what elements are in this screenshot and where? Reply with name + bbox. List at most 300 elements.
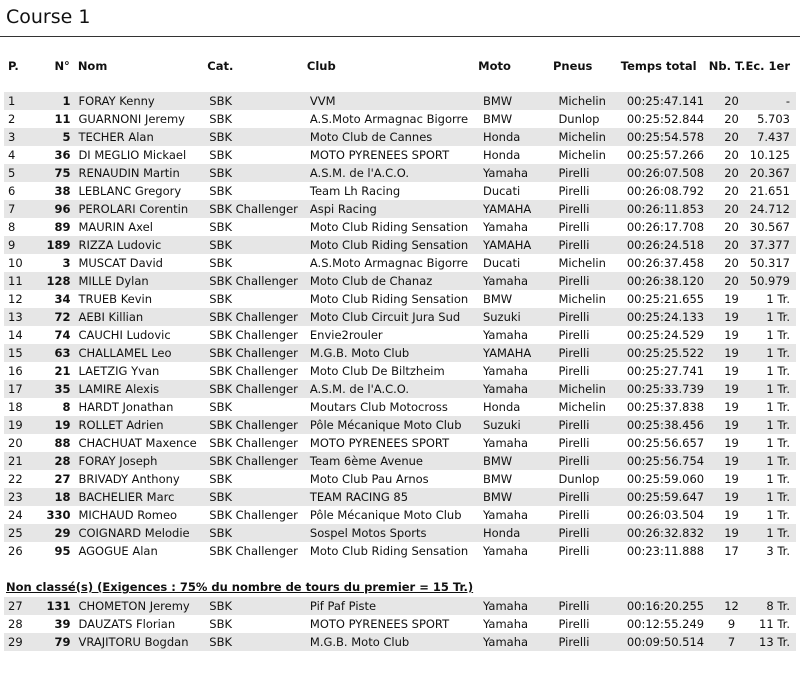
cell-number: 39 [54, 617, 71, 631]
cell-number: 5 [40, 128, 78, 146]
cell-gap: 11 Tr. [759, 617, 790, 631]
cell-club: M.G.B. Moto Club [310, 344, 483, 362]
cell-number: 36 [54, 148, 71, 162]
table-row [4, 236, 796, 254]
cell-number: 74 [54, 328, 71, 342]
cell-total-time: 00:26:32.832 [627, 524, 716, 542]
cell-position: 20 [8, 436, 23, 450]
table-row [4, 633, 796, 651]
cell-position: 18 [8, 400, 23, 414]
cell-position: 11 [4, 272, 40, 290]
cell-position: 9 [4, 236, 40, 254]
cell-number: 8 [62, 400, 71, 414]
cell-total-time: 00:25:52.844 [626, 112, 705, 126]
cell-category: SBK Challenger [209, 452, 310, 470]
cell-bike: Yamaha [482, 617, 529, 631]
table-row [4, 434, 796, 452]
cell-total-time: 00:09:50.514 [627, 633, 716, 651]
cell-name: RIZZA Ludovic [78, 236, 209, 254]
cell-laps: 19 [724, 472, 739, 486]
cell-bike: YAMAHA [483, 236, 558, 254]
cell-laps: 20 [724, 148, 739, 162]
cell-name: MUSCAT David [78, 256, 163, 270]
cell-bike: Yamaha [482, 220, 529, 234]
cell-laps: 19 [715, 344, 747, 362]
cell-total-time: 00:25:27.741 [626, 364, 705, 378]
col-header-gap: Ec. 1er [745, 59, 790, 73]
cell-name: VRAJITORU Bogdan [78, 633, 209, 651]
cell-total-time: 00:25:56.754 [627, 452, 716, 470]
cell-tyres: Michelin [558, 92, 626, 110]
cell-position: 6 [8, 184, 16, 198]
non-classified-table [4, 597, 796, 651]
cell-name: ROLLET Adrien [78, 416, 209, 434]
cell-name: MICHAUD Romeo [78, 508, 178, 522]
table-row [4, 272, 796, 290]
cell-category: SBK [209, 617, 232, 631]
table-row [4, 92, 796, 110]
cell-gap: 20.367 [748, 164, 796, 182]
cell-number: 28 [40, 452, 78, 470]
cell-bike: BMW [482, 292, 513, 306]
cell-number: 1 [40, 92, 78, 110]
cell-laps: 20 [715, 92, 747, 110]
cell-position: 12 [8, 292, 23, 306]
table-row [4, 470, 796, 488]
cell-number: 11 [54, 112, 71, 126]
cell-tyres: Michelin [558, 380, 626, 398]
cell-category: SBK Challenger [209, 328, 298, 342]
cell-club: A.S.M. de l'A.C.O. [310, 164, 483, 182]
col-header-laps: Nb. T. [708, 59, 746, 73]
cell-name: MAURIN Axel [78, 220, 153, 234]
col-header-total-time: Temps total [620, 59, 697, 73]
cell-laps: 20 [724, 256, 739, 270]
cell-name: TECHER Alan [78, 128, 209, 146]
table-row [4, 326, 796, 344]
cell-laps: 9 [727, 617, 736, 631]
cell-number: 29 [40, 524, 78, 542]
table-row [4, 290, 796, 308]
cell-tyres: Pirelli [558, 328, 590, 342]
cell-laps: 20 [715, 200, 747, 218]
cell-gap: 3 Tr. [766, 544, 790, 558]
results-header [4, 57, 796, 75]
cell-category: SBK [209, 128, 310, 146]
cell-club: Team 6ème Avenue [310, 452, 483, 470]
cell-name: DAUZATS Florian [78, 617, 176, 631]
cell-gap: - [748, 92, 796, 110]
cell-total-time: 00:25:38.456 [627, 416, 716, 434]
cell-name: LAETZIG Yvan [78, 364, 160, 378]
cell-laps: 19 [724, 292, 739, 306]
cell-gap: 1 Tr. [748, 452, 796, 470]
cell-bike: Yamaha [483, 164, 558, 182]
cell-club: Moto Club de Cannes [310, 128, 483, 146]
cell-position: 27 [4, 597, 40, 615]
cell-total-time: 00:26:38.120 [627, 272, 716, 290]
cell-bike: BMW [483, 488, 558, 506]
cell-category: SBK Challenger [209, 344, 310, 362]
cell-club: Sospel Motos Sports [310, 524, 483, 542]
table-row [4, 488, 796, 506]
cell-position: 23 [4, 488, 40, 506]
cell-gap: 24.712 [748, 200, 796, 218]
cell-gap: 10.125 [749, 148, 790, 162]
non-classified-heading: Non classé(s) (Exigences : 75% du nombre de tours du premier = 15 Tr.) [6, 580, 474, 594]
cell-club: A.S.Moto Armagnac Bigorre [309, 256, 469, 270]
cell-gap: 1 Tr. [748, 488, 796, 506]
cell-laps: 20 [724, 220, 739, 234]
cell-bike: Honda [482, 148, 521, 162]
cell-total-time: 00:25:59.647 [627, 488, 716, 506]
cell-position: 21 [4, 452, 40, 470]
cell-bike: Yamaha [482, 328, 529, 342]
cell-laps: 19 [724, 436, 739, 450]
results-table [4, 92, 796, 560]
cell-number: 3 [62, 256, 71, 270]
cell-name: TRUEB Kevin [78, 292, 153, 306]
cell-bike: BMW [483, 92, 558, 110]
cell-total-time: 00:26:08.792 [626, 184, 705, 198]
cell-bike: Ducati [482, 184, 521, 198]
cell-category: SBK [209, 184, 232, 198]
table-row [4, 182, 796, 200]
cell-tyres: Pirelli [558, 344, 626, 362]
cell-category: SBK Challenger [209, 544, 298, 558]
cell-gap: 21.651 [749, 184, 790, 198]
cell-bike: Yamaha [483, 272, 558, 290]
cell-position: 10 [8, 256, 23, 270]
cell-tyres: Pirelli [558, 488, 626, 506]
col-header-club: Club [306, 59, 336, 73]
cell-position: 28 [8, 617, 23, 631]
cell-total-time: 00:26:24.518 [627, 236, 716, 254]
cell-name: CAUCHI Ludovic [78, 328, 171, 342]
cell-laps: 20 [715, 272, 747, 290]
table-row [4, 398, 796, 416]
cell-name: PEROLARI Corentin [78, 200, 209, 218]
cell-position: 29 [4, 633, 40, 651]
cell-total-time: 00:26:17.708 [626, 220, 705, 234]
cell-laps: 20 [715, 164, 747, 182]
cell-number: 128 [40, 272, 78, 290]
table-row [4, 110, 796, 128]
table-row [4, 615, 796, 633]
cell-gap: 5.703 [757, 112, 790, 126]
cell-position: 15 [4, 344, 40, 362]
cell-bike: Yamaha [482, 364, 529, 378]
cell-total-time: 00:26:07.508 [627, 164, 716, 182]
cell-total-time: 00:26:03.504 [626, 508, 705, 522]
cell-number: 189 [40, 236, 78, 254]
cell-total-time: 00:25:33.739 [627, 380, 716, 398]
cell-bike: Yamaha [482, 544, 529, 558]
col-header-bike: Moto [478, 59, 511, 73]
cell-laps: 19 [724, 400, 739, 414]
cell-position: 8 [8, 220, 16, 234]
cell-tyres: Pirelli [558, 184, 590, 198]
cell-tyres: Michelin [558, 148, 606, 162]
cell-category: SBK [209, 148, 232, 162]
cell-position: 13 [4, 308, 40, 326]
cell-name: AEBI Killian [78, 308, 209, 326]
cell-club: Moto Club Riding Sensation [309, 220, 469, 234]
cell-category: SBK [209, 220, 232, 234]
cell-club: Aspi Racing [310, 200, 483, 218]
cell-laps: 12 [715, 597, 747, 615]
cell-tyres: Pirelli [558, 524, 626, 542]
cell-gap: 1 Tr. [748, 416, 796, 434]
cell-gap: 1 Tr. [748, 308, 796, 326]
cell-total-time: 00:25:57.266 [626, 148, 705, 162]
cell-tyres: Pirelli [558, 544, 590, 558]
table-row [4, 200, 796, 218]
cell-tyres: Pirelli [558, 508, 590, 522]
cell-gap: 37.377 [748, 236, 796, 254]
cell-club: Moto Club Pau Arnos [309, 472, 429, 486]
cell-number: 19 [40, 416, 78, 434]
cell-tyres: Pirelli [558, 364, 590, 378]
cell-laps: 20 [715, 128, 747, 146]
cell-number: 131 [40, 597, 78, 615]
cell-position: 16 [8, 364, 23, 378]
cell-gap: 50.317 [749, 256, 790, 270]
cell-bike: Yamaha [483, 633, 558, 651]
cell-position: 2 [8, 112, 16, 126]
cell-gap: 1 Tr. [766, 436, 790, 450]
cell-name: CHALLAMEL Leo [78, 344, 209, 362]
cell-tyres: Michelin [558, 128, 626, 146]
cell-position: 7 [4, 200, 40, 218]
cell-total-time: 00:25:56.657 [626, 436, 705, 450]
cell-name: COIGNARD Melodie [78, 524, 209, 542]
cell-tyres: Pirelli [558, 164, 626, 182]
table-row [4, 146, 796, 164]
cell-club: MOTO PYRENEES SPORT [309, 148, 450, 162]
cell-name: AGOGUE Alan [78, 544, 158, 558]
cell-position: 22 [8, 472, 23, 486]
table-row [4, 416, 796, 434]
cell-position: 24 [8, 508, 23, 522]
cell-tyres: Pirelli [558, 416, 626, 434]
cell-bike: BMW [482, 112, 513, 126]
cell-position: 14 [8, 328, 23, 342]
cell-total-time: 00:26:11.853 [627, 200, 716, 218]
cell-total-time: 00:26:37.458 [626, 256, 705, 270]
cell-category: SBK Challenger [209, 436, 298, 450]
cell-gap: 1 Tr. [748, 380, 796, 398]
cell-total-time: 00:25:21.655 [626, 292, 705, 306]
cell-bike: Honda [482, 400, 521, 414]
cell-tyres: Pirelli [558, 617, 590, 631]
cell-bike: YAMAHA [483, 200, 558, 218]
cell-position: 1 [4, 92, 40, 110]
cell-category: SBK Challenger [209, 200, 310, 218]
cell-tyres: Pirelli [558, 452, 626, 470]
col-header-position: P. [8, 59, 19, 73]
cell-bike: Yamaha [482, 508, 529, 522]
cell-name: HARDT Jonathan [78, 400, 174, 414]
cell-category: SBK [209, 292, 232, 306]
cell-name: LAMIRE Alexis [78, 380, 209, 398]
header-row [4, 57, 796, 75]
cell-tyres: Pirelli [558, 220, 590, 234]
cell-number: 34 [54, 292, 71, 306]
cell-club: Team Lh Racing [309, 184, 401, 198]
cell-gap: 13 Tr. [748, 633, 796, 651]
cell-position: 26 [8, 544, 23, 558]
cell-total-time: 00:25:25.522 [627, 344, 716, 362]
cell-number: 89 [54, 220, 71, 234]
cell-club: M.G.B. Moto Club [310, 633, 483, 651]
table-row [4, 524, 796, 542]
cell-gap: 1 Tr. [766, 400, 790, 414]
cell-total-time: 00:25:37.838 [626, 400, 705, 414]
cell-number: 79 [40, 633, 78, 651]
cell-club: A.S.Moto Armagnac Bigorre [309, 112, 469, 126]
cell-gap: 1 Tr. [748, 524, 796, 542]
cell-tyres: Pirelli [558, 633, 626, 651]
cell-category: SBK Challenger [209, 380, 310, 398]
cell-laps: 7 [715, 633, 747, 651]
cell-tyres: Pirelli [558, 236, 626, 254]
cell-club: VVM [310, 92, 483, 110]
cell-position: 25 [4, 524, 40, 542]
cell-bike: Honda [483, 128, 558, 146]
col-header-number: N° [54, 59, 70, 73]
cell-tyres: Pirelli [558, 272, 626, 290]
cell-number: 21 [54, 364, 71, 378]
cell-total-time: 00:25:47.141 [627, 92, 716, 110]
cell-laps: 19 [715, 380, 747, 398]
col-header-name: Nom [77, 59, 108, 73]
cell-category: SBK [209, 472, 232, 486]
cell-category: SBK [209, 400, 232, 414]
cell-club: Moto Club Riding Sensation [310, 236, 483, 254]
cell-name: LEBLANC Gregory [78, 184, 182, 198]
cell-number: 27 [54, 472, 71, 486]
cell-total-time: 00:12:55.249 [626, 617, 705, 631]
table-row [4, 597, 796, 615]
cell-total-time: 00:16:20.255 [627, 597, 716, 615]
cell-bike: BMW [482, 472, 513, 486]
cell-number: 18 [40, 488, 78, 506]
cell-bike: Suzuki [483, 416, 558, 434]
table-row [4, 452, 796, 470]
cell-club: Moto Club Riding Sensation [309, 544, 469, 558]
cell-bike: Yamaha [483, 380, 558, 398]
cell-club: Moto Club de Chanaz [310, 272, 483, 290]
cell-club: MOTO PYRENEES SPORT [309, 617, 450, 631]
cell-name: GUARNONI Jeremy [78, 112, 185, 126]
cell-club: Moto Club De Biltzheim [309, 364, 445, 378]
cell-gap: 1 Tr. [748, 344, 796, 362]
cell-tyres: Dunlop [558, 472, 600, 486]
cell-club: Pôle Mécanique Moto Club [310, 416, 483, 434]
cell-tyres: Pirelli [558, 308, 626, 326]
title-divider [0, 36, 800, 37]
cell-total-time: 00:25:24.529 [626, 328, 705, 342]
cell-category: SBK Challenger [209, 364, 298, 378]
cell-club: A.S.M. de l'A.C.O. [310, 380, 483, 398]
cell-gap: 7.437 [748, 128, 796, 146]
cell-tyres: Michelin [558, 256, 606, 270]
table-row [4, 542, 796, 560]
cell-laps: 20 [724, 184, 739, 198]
cell-laps: 19 [715, 308, 747, 326]
cell-club: Envie2rouler [309, 328, 383, 342]
cell-gap: 1 Tr. [766, 508, 790, 522]
cell-name: CHACHUAT Maxence [78, 436, 197, 450]
cell-total-time: 00:25:54.578 [627, 128, 716, 146]
cell-tyres: Pirelli [558, 436, 590, 450]
cell-total-time: 00:25:59.060 [626, 472, 705, 486]
cell-laps: 20 [724, 112, 739, 126]
cell-club: Moto Club Riding Sensation [309, 292, 469, 306]
cell-category: SBK [209, 164, 310, 182]
cell-name: FORAY Kenny [78, 92, 209, 110]
cell-number: 38 [54, 184, 71, 198]
cell-laps: 19 [724, 364, 739, 378]
cell-number: 96 [40, 200, 78, 218]
cell-bike: Yamaha [482, 436, 529, 450]
cell-number: 63 [40, 344, 78, 362]
cell-laps: 19 [715, 488, 747, 506]
cell-number: 75 [40, 164, 78, 182]
cell-club: TEAM RACING 85 [310, 488, 483, 506]
table-row [4, 362, 796, 380]
cell-category: SBK [209, 597, 310, 615]
cell-total-time: 00:23:11.888 [626, 544, 705, 558]
cell-position: 3 [4, 128, 40, 146]
cell-category: SBK Challenger [209, 308, 310, 326]
cell-name: MILLE Dylan [78, 272, 209, 290]
cell-number: 88 [54, 436, 71, 450]
cell-tyres: Michelin [558, 400, 606, 414]
cell-bike: Yamaha [483, 597, 558, 615]
cell-category: SBK Challenger [209, 272, 310, 290]
cell-laps: 17 [724, 544, 739, 558]
cell-category: SBK [209, 112, 232, 126]
cell-laps: 19 [715, 452, 747, 470]
cell-name: DI MEGLIO Mickael [78, 148, 187, 162]
cell-club: Pôle Mécanique Moto Club [309, 508, 462, 522]
cell-name: FORAY Joseph [78, 452, 209, 470]
cell-club: Moto Club Circuit Jura Sud [310, 308, 483, 326]
cell-position: 19 [4, 416, 40, 434]
cell-bike: YAMAHA [483, 344, 558, 362]
table-row [4, 380, 796, 398]
table-row [4, 164, 796, 182]
table-row [4, 506, 796, 524]
cell-gap: 1 Tr. [766, 292, 790, 306]
cell-laps: 20 [715, 236, 747, 254]
cell-tyres: Pirelli [558, 597, 626, 615]
cell-category: SBK [209, 524, 310, 542]
cell-tyres: Pirelli [558, 200, 626, 218]
cell-category: SBK [209, 236, 310, 254]
cell-category: SBK Challenger [209, 416, 310, 434]
cell-bike: Suzuki [483, 308, 558, 326]
cell-laps: 19 [724, 328, 739, 342]
cell-category: SBK [209, 633, 310, 651]
cell-name: CHOMETON Jeremy [78, 597, 209, 615]
cell-club: Moutars Club Motocross [309, 400, 448, 414]
cell-name: BRIVADY Anthony [78, 472, 180, 486]
cell-number: 330 [46, 508, 71, 522]
cell-laps: 19 [715, 524, 747, 542]
